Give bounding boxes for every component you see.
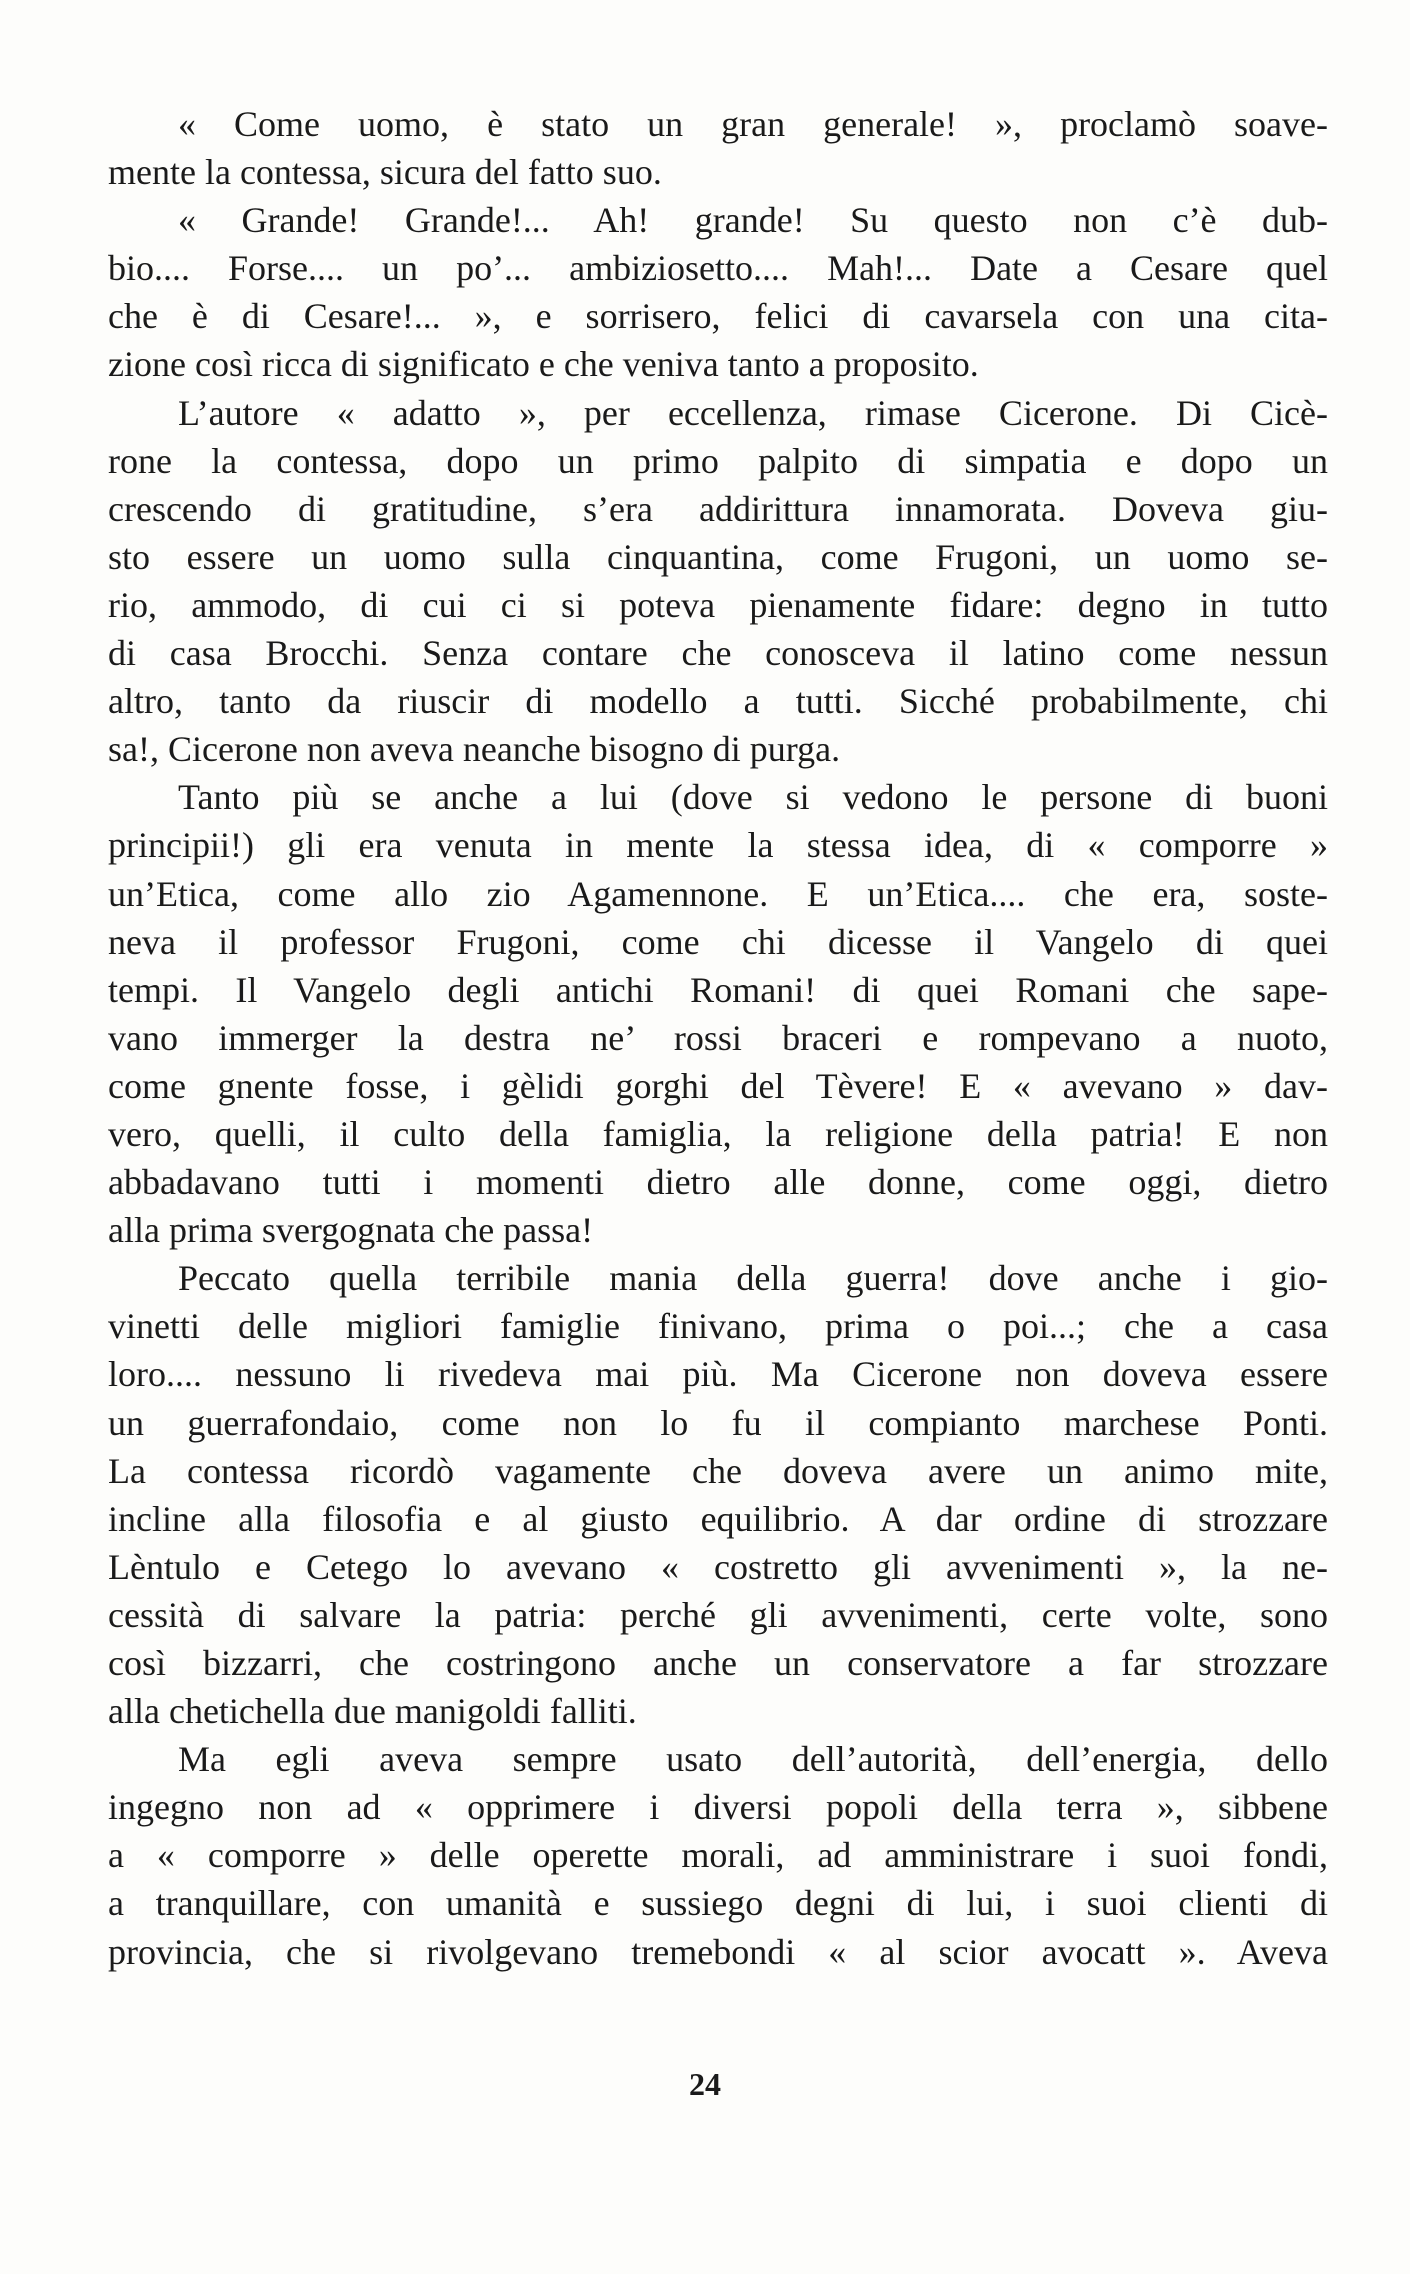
text-line: vano immerger la destra ne’ rossi braceri e rompevano a nuoto, (108, 1017, 1328, 1058)
text-line: vinetti delle migliori famiglie finivano, prima o poi...; che a casa (108, 1306, 1328, 1347)
text-line: alla chetichella due manigoldi falliti. (108, 1691, 637, 1732)
text-line: abbadavano tutti i momenti dietro alle donne, come oggi, dietro (108, 1162, 1328, 1203)
body-text (108, 100, 1328, 1976)
text-line: crescendo di gratitudine, s’era addirittura innamorata. Doveva giu- (108, 488, 1328, 529)
text-line: Peccato quella terribile mania della guerra! dove anche i gio- (178, 1258, 1328, 1299)
text-line: « Come uomo, è stato un gran generale! », proclamò soave- (178, 104, 1328, 144)
page-number: 24 (689, 2066, 721, 2102)
text-line: Ma egli aveva sempre usato dell’autorità, dell’energia, dello (178, 1739, 1328, 1780)
text-line: un guerrafondaio, come non lo fu il compianto marchese Ponti. (108, 1402, 1328, 1443)
text-line: cessità di salvare la patria: perché gli avvenimenti, certe volte, sono (108, 1594, 1328, 1635)
text-line: mente la contessa, sicura del fatto suo. (108, 152, 662, 193)
text-line: « Grande! Grande!... Ah! grande! Su questo non c’è dub- (178, 200, 1328, 241)
text-line: loro.... nessuno li rivedeva mai più. Ma Cicerone non doveva essere (108, 1354, 1328, 1395)
text-line: vero, quelli, il culto della famiglia, la religione della patria! E non (108, 1113, 1328, 1154)
text-line: di casa Brocchi. Senza contare che conosceva il latino come nessun (108, 633, 1328, 674)
text-line: tempi. Il Vangelo degli antichi Romani! di quei Romani che sape- (108, 969, 1328, 1010)
text-line: provincia, che si rivolgevano tremebondi « al scior avocatt ». Aveva (108, 1931, 1328, 1972)
text-line: alla prima svergognata che passa! (108, 1210, 594, 1251)
text-line: principii!) gli era venuta in mente la stessa idea, di « comporre » (108, 825, 1328, 866)
text-line: così bizzarri, che costringono anche un conservatore a far strozzare (108, 1643, 1328, 1683)
text-line: zione così ricca di significato e che veniva tanto a proposito. (108, 344, 979, 385)
text-line: a tranquillare, con umanità e sussiego degni di lui, i suoi clienti di (108, 1883, 1328, 1924)
text-line: rone la contessa, dopo un primo palpito di simpatia e dopo un (108, 440, 1328, 481)
text-line: a « comporre » delle operette morali, ad amministrare i suoi fondi, (108, 1835, 1328, 1876)
text-line: Tanto più se anche a lui (dove si vedono le persone di buoni (178, 777, 1328, 818)
text-line: sto essere un uomo sulla cinquantina, come Frugoni, un uomo se- (108, 536, 1328, 577)
text-line: rio, ammodo, di cui ci si poteva pienamente fidare: degno in tutto (108, 584, 1328, 625)
text-line: che è di Cesare!... », e sorrisero, felici di cavarsela con una cita- (108, 296, 1328, 337)
text-line: neva il professor Frugoni, come chi dicesse il Vangelo di quei (108, 921, 1328, 962)
text-line: un’Etica, come allo zio Agamennone. E un’Etica.... che era, soste- (108, 873, 1328, 914)
text-line: ingegno non ad « opprimere i diversi popoli della terra », sibbene (108, 1787, 1328, 1828)
text-line: come gnente fosse, i gèlidi gorghi del Tèvere! E « avevano » dav- (108, 1065, 1328, 1106)
text-line: L’autore « adatto », per eccellenza, rimase Cicerone. Di Cicè- (178, 392, 1328, 433)
text-line: altro, tanto da riuscir di modello a tutti. Sicché probabilmente, chi (108, 681, 1328, 722)
text-line: bio.... Forse.... un po’... ambiziosetto.... Mah!... Date a Cesare quel (108, 248, 1328, 289)
text-line: incline alla filosofia e al giusto equilibrio. A dar ordine di strozzare (108, 1498, 1328, 1539)
text-line: sa!, Cicerone non aveva neanche bisogno di purga. (108, 729, 841, 770)
text-line: Lèntulo e Cetego lo avevano « costretto gli avvenimenti », la ne- (108, 1546, 1328, 1587)
text-line: La contessa ricordò vagamente che doveva avere un animo mite, (108, 1450, 1328, 1491)
